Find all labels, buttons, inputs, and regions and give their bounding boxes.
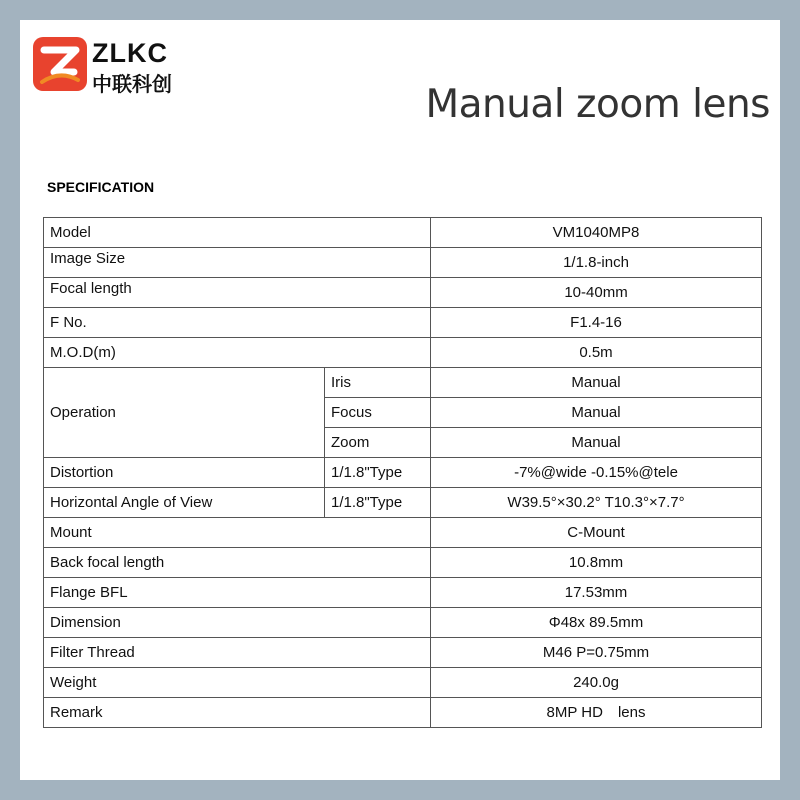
row-value: 10.8mm — [431, 548, 762, 578]
row-label: M.O.D(m) — [44, 338, 431, 368]
row-label: Dimension — [44, 608, 431, 638]
row-value: C-Mount — [431, 518, 762, 548]
row-sublabel: Zoom — [325, 428, 431, 458]
row-value: Manual — [431, 398, 762, 428]
table-row — [44, 548, 762, 578]
page-title: Manual zoom lens — [425, 82, 770, 127]
row-label: Back focal length — [44, 548, 431, 578]
row-value: 8MP HD lens — [431, 698, 762, 728]
row-label: Filter Thread — [44, 638, 431, 668]
brand-name-en: ZLKC — [92, 38, 168, 68]
row-label: F No. — [44, 308, 431, 338]
table-row — [44, 518, 762, 548]
row-value: -7%@wide -0.15%@tele — [431, 458, 762, 488]
row-label: Horizontal Angle of View — [44, 488, 325, 518]
row-value: 1/1.8-inch — [431, 248, 762, 278]
row-label: Weight — [44, 668, 431, 698]
row-sublabel: 1/1.8"Type — [325, 488, 431, 518]
row-value: 17.53mm — [431, 578, 762, 608]
row-value: 0.5m — [431, 338, 762, 368]
row-label: Flange BFL — [44, 578, 431, 608]
row-label: Distortion — [44, 458, 325, 488]
row-label: Image Size — [44, 248, 431, 278]
row-value: Manual — [431, 368, 762, 398]
table-row — [44, 488, 762, 518]
row-value: W39.5°×30.2° T10.3°×7.7° — [431, 488, 762, 518]
row-label: Operation — [44, 368, 325, 458]
spec-sheet — [20, 20, 780, 780]
table-row — [44, 638, 762, 668]
table-row — [44, 218, 762, 248]
table-row — [44, 248, 762, 278]
spec-table — [43, 217, 762, 728]
table-row — [44, 698, 762, 728]
row-sublabel: 1/1.8"Type — [325, 458, 431, 488]
brand-name-cn: 中联科创 — [92, 72, 172, 96]
table-row — [44, 458, 762, 488]
table-row — [44, 578, 762, 608]
row-sublabel: Iris — [325, 368, 431, 398]
row-label: Focal length — [44, 278, 431, 308]
row-value: Φ48x 89.5mm — [431, 608, 762, 638]
table-row — [44, 338, 762, 368]
row-value: F1.4-16 — [431, 308, 762, 338]
table-row — [44, 368, 762, 398]
row-label: Mount — [44, 518, 431, 548]
row-sublabel: Focus — [325, 398, 431, 428]
row-value: M46 P=0.75mm — [431, 638, 762, 668]
table-row — [44, 278, 762, 308]
table-row — [44, 668, 762, 698]
row-label: Remark — [44, 698, 431, 728]
row-label: Model — [44, 218, 431, 248]
zlkc-logo-icon — [32, 36, 88, 92]
brand-logo — [32, 36, 202, 96]
row-value: 10-40mm — [431, 278, 762, 308]
row-value: VM1040MP8 — [431, 218, 762, 248]
table-row — [44, 608, 762, 638]
row-value: Manual — [431, 428, 762, 458]
row-value: 240.0g — [431, 668, 762, 698]
table-row — [44, 308, 762, 338]
section-heading: SPECIFICATION — [47, 179, 155, 195]
